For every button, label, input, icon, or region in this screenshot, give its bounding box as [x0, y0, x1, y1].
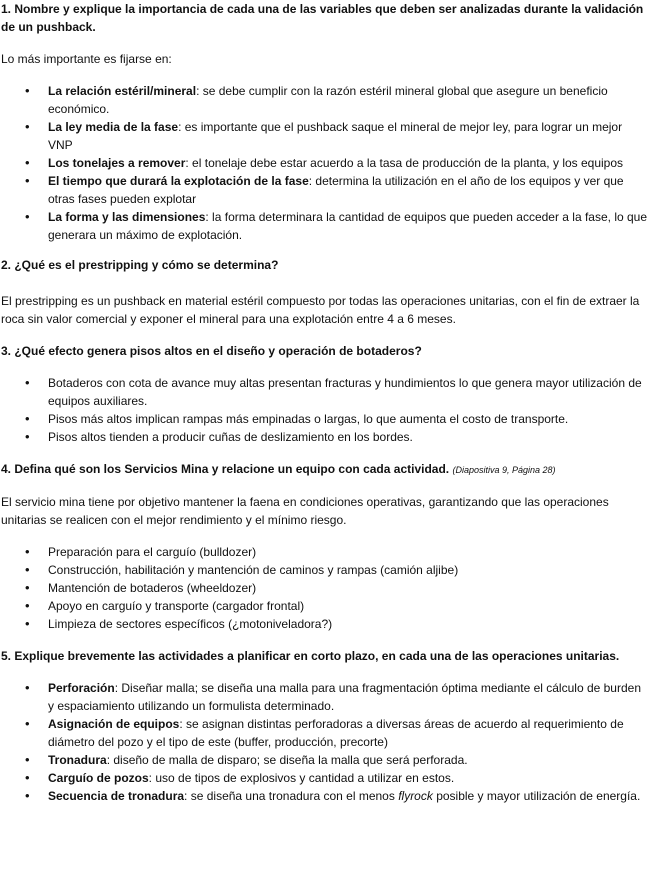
list-item-text: : se asignan distintas perforadoras a diversas áreas de acuerdo al requerimiento de diámetro del pozo y el tipo de este (buffer, producción, precorte): [48, 717, 624, 749]
list-item-term: La forma y las dimensiones: [48, 210, 206, 224]
list-item-text: : es importante que el pushback saque el mineral de mejor ley, para lograr un mejor VNP: [48, 120, 623, 152]
question-4-list: [1, 543, 649, 633]
list-item-term: Secuencia de tronadura: [48, 789, 185, 803]
list-item: [1, 787, 649, 805]
list-item: • Pisos más altos implican rampas más empinadas o largas, lo que aumenta el costo de transporte.: [1, 410, 649, 428]
list-item-text: : la forma determinara la cantidad de equipos que pueden acceder a la fase, lo que generara un máximo de explotación.: [48, 210, 648, 242]
list-item-term: Perforación: [48, 681, 115, 695]
list-item-term: El tiempo que durará la explotación de la fase: [48, 174, 309, 188]
list-item: • Mantención de botaderos (wheeldozer): [1, 579, 649, 597]
list-item: • Apoyo en carguío y transporte (cargador frontal): [1, 597, 649, 615]
list-item-term: Tronadura: [48, 753, 107, 767]
list-item: • Limpieza de sectores específicos (¿motoniveladora?): [1, 615, 649, 633]
list-item: [1, 751, 649, 769]
question-4-reference-note: (Diapositiva 9, Página 28): [452, 465, 556, 475]
list-item-term: La ley media de la fase: [48, 120, 179, 134]
question-4-answer: El servicio mina tiene por objetivo mantener la faena en condiciones operativas, garantizando que las operaciones unitarias se realicen con el mejor rendimiento y el mínimo riesgo.: [1, 495, 609, 527]
question-5-title: 5. Explique brevemente las actividades a planificar en corto plazo, en cada una de las operaciones unitarias.: [1, 649, 620, 663]
list-item-text: : se debe cumplir con la razón estéril mineral global que asegure un beneficio económico.: [48, 84, 608, 116]
list-item: [1, 208, 649, 244]
question-2-answer: El prestripping es un pushback en material estéril compuesto por todas las operaciones unitarias, con el fin de extraer la roca sin valor comercial y exponer el mineral para una explotación entre 4 a 6 meses.: [1, 294, 640, 326]
list-item: • Pisos altos tienden a producir cuñas de deslizamiento en los bordes.: [1, 428, 649, 446]
question-1-title: 1. Nombre y explique la importancia de cada una de las variables que deben ser analizadas durante la validación de un pushback.: [1, 2, 644, 34]
list-item: [1, 154, 649, 172]
list-item-term: La relación estéril/mineral: [48, 84, 197, 98]
list-item-tail: posible y mayor utilización de energía.: [432, 789, 641, 803]
list-item: • Construcción, habilitación y mantención de caminos y rampas (camión aljibe): [1, 561, 649, 579]
list-item: • Preparación para el carguío (bulldozer): [1, 543, 649, 561]
list-item-text: : uso de tipos de explosivos y cantidad a utilizar en estos.: [148, 771, 455, 785]
list-item-term: Asignación de equipos: [48, 717, 180, 731]
question-4-title-text: 4. Defina qué son los Servicios Mina y relacione un equipo con cada actividad.: [1, 462, 450, 476]
question-5-list: [1, 679, 649, 805]
list-item: [1, 172, 649, 208]
list-item-text: : diseño de malla de disparo; se diseña la malla que será perforada.: [106, 753, 468, 767]
question-1-intro: Lo más importante es fijarse en:: [1, 52, 172, 66]
question-2-title: 2. ¿Qué es el prestripping y cómo se determina?: [1, 258, 279, 272]
list-item-text: : Diseñar malla; se diseña una malla para una fragmentación óptima mediante el cálculo de burden y espaciamiento utilizando un formulista determinado.: [48, 681, 641, 713]
list-item: [1, 715, 649, 751]
question-3-list: [1, 374, 649, 446]
list-item: [1, 769, 649, 787]
question-1-list: [1, 82, 649, 244]
list-item: [1, 118, 649, 154]
question-4-title: [1, 460, 649, 479]
list-item-text: : determina la utilización en el año de los equipos y ver que otras fases pueden explotar: [48, 174, 624, 206]
list-item: [1, 82, 649, 118]
list-item-text: : se diseña una tronadura con el menos: [184, 789, 399, 803]
list-item: • Botaderos con cota de avance muy altas presentan fracturas y hundimientos lo que genera mayor utilización de equipos auxiliares.: [1, 374, 649, 410]
list-item-term: Los tonelajes a remover: [48, 156, 186, 170]
list-item-emphasis: flyrock: [398, 789, 433, 803]
list-item-term: Carguío de pozos: [48, 771, 149, 785]
list-item: [1, 679, 649, 715]
question-3-title: 3. ¿Qué efecto genera pisos altos en el diseño y operación de botaderos?: [1, 344, 422, 358]
list-item-text: : el tonelaje debe estar acuerdo a la tasa de producción de la planta, y los equipos: [185, 156, 624, 170]
